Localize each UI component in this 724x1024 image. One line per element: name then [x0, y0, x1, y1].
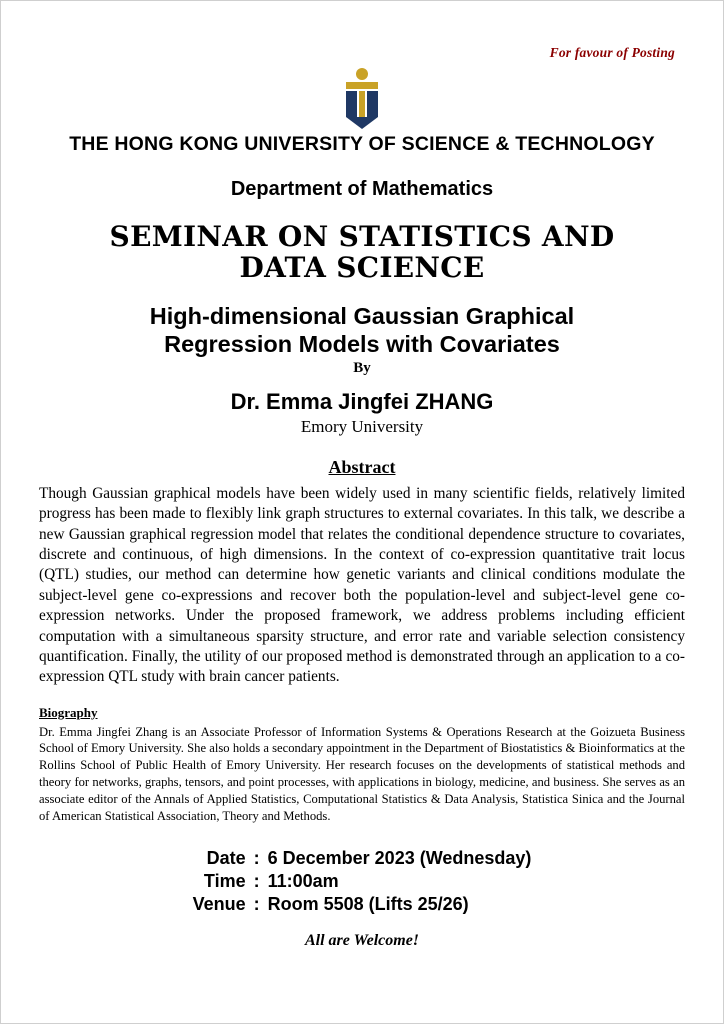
abstract-body: Though Gaussian graphical models have been widely used in many scientific fields, relatively limited progress has been made to flexibly link graph structures to external covariates. In this talk, we describe a new Gaussian graphical regression model that relates the conditional dependence structure to covariates, discrete and continuous, of high dimensions. In the context of co-expression quantitative trait locus (QTL) studies, our method can determine how genetic variants and clinical conditions modulate the subject-level gene co-expressions and recover both the population-level and subject-level gene co-expression networks. Under the proposed framework, we address problems including efficient computation with a simultaneous sparsity structure, and error rate and variable selection consistency quantification. Finally, the utility of our proposed method is demonstrated through an application to a co-expression QTL study with brain cancer patients. [39, 485, 685, 686]
welcome-message: All are Welcome! [304, 931, 420, 949]
seminar-series-line-2: DATA SCIENCE [239, 251, 485, 285]
speaker-affiliation: Emory University [300, 417, 424, 437]
date-label: Date [206, 847, 246, 868]
speaker-name: Dr. Emma Jingfei ZHANG [230, 389, 494, 415]
talk-title-line-1: High-dimensional Gaussian Graphical [149, 302, 575, 329]
time-value: 11:00am [267, 870, 339, 891]
venue-label: Venue [192, 893, 246, 914]
date-colon: : [253, 847, 260, 868]
posting-note: For favour of Posting [549, 45, 675, 60]
time-label: Time [203, 870, 246, 891]
biography-heading: Biography [39, 704, 98, 720]
event-details-table [193, 847, 532, 916]
logo-container [39, 67, 685, 129]
table-row [193, 870, 532, 893]
event-details [39, 847, 685, 916]
by-label: By [353, 360, 371, 377]
time-colon: : [253, 870, 260, 891]
venue-value: Room 5508 (Lifts 25/26) [267, 893, 469, 914]
seminar-series-title [39, 221, 685, 284]
table-row [193, 893, 532, 916]
talk-title [39, 302, 685, 358]
biography-body: Dr. Emma Jingfei Zhang is an Associate Professor of Information Systems & Operations Research at the Goizueta Business School of Emory University. She also holds a secondary appointment in the Department of Biostatistics & Bioinformatics at the Rollins School of Public Health of Emory University. Her research focuses on the developments of statistical methods and theory for networks, graphs, tensors, and point processes, with applications in biology, medicine, and business. She serves as an associate editor of the Annals of Applied Statistics, Computational Statistics & Data Analysis, Statistica Sinica and the Journal of American Statistical Association, Theory and Methods. [39, 724, 685, 823]
table-row [193, 847, 532, 870]
talk-title-line-2: Regression Models with Covariates [164, 330, 560, 357]
abstract-heading: Abstract [328, 457, 396, 478]
university-name: THE HONG KONG UNIVERSITY OF SCIENCE & TECHNOLOGY [69, 133, 655, 155]
venue-colon: : [253, 893, 260, 914]
date-value: 6 December 2023 (Wednesday) [267, 847, 532, 868]
hkust-logo-icon [325, 67, 399, 129]
seminar-series-line-1: SEMINAR ON STATISTICS AND [109, 220, 615, 253]
department-name: Department of Mathematics [230, 178, 494, 200]
